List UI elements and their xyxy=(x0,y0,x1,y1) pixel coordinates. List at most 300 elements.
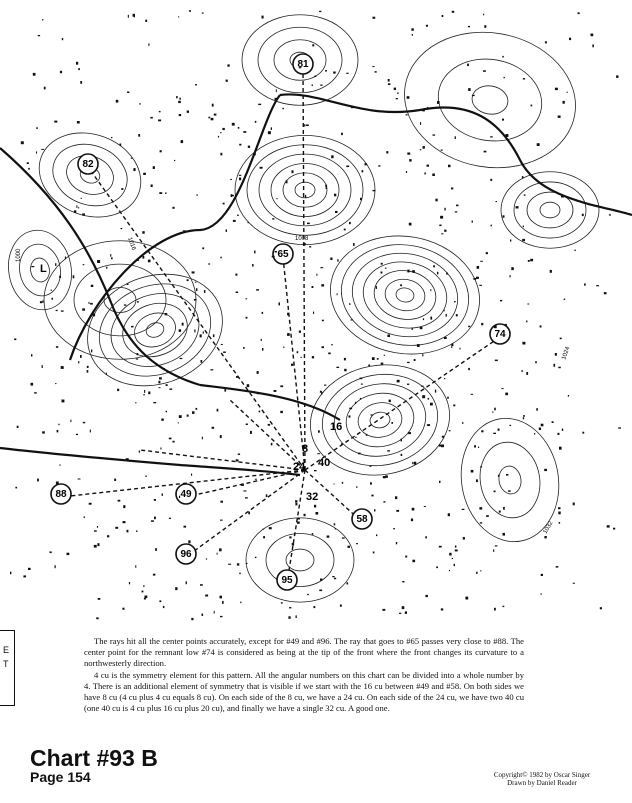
station-plot xyxy=(468,26,470,27)
station-plot xyxy=(522,176,524,179)
station-plot xyxy=(151,520,154,522)
station-plot xyxy=(248,512,250,515)
isobar xyxy=(501,172,599,248)
station-plot xyxy=(262,16,264,19)
station-plot xyxy=(226,468,229,470)
station-plot xyxy=(498,429,500,431)
station-plot xyxy=(135,565,136,568)
station-plot xyxy=(336,367,339,368)
station-plot xyxy=(223,352,226,353)
station-plot xyxy=(44,87,46,90)
station-plot xyxy=(200,584,203,586)
station-plot xyxy=(523,417,524,419)
station-plot xyxy=(34,392,37,393)
station-plot xyxy=(236,292,239,294)
station-plot xyxy=(222,128,224,130)
station-plot xyxy=(427,424,430,426)
station-plot xyxy=(455,550,458,552)
station-plot xyxy=(299,331,301,333)
station-plot xyxy=(412,34,413,36)
station-plot xyxy=(196,408,198,410)
angular-number-8: 8 xyxy=(302,443,309,455)
isobar xyxy=(355,399,404,440)
station-plot xyxy=(558,367,561,369)
station-plot xyxy=(297,351,299,353)
station-plot xyxy=(289,536,291,538)
side-tab xyxy=(0,630,15,706)
station-plot xyxy=(205,595,208,597)
station-plot xyxy=(530,259,533,262)
station-plot xyxy=(523,78,525,79)
station-plot xyxy=(153,574,156,576)
isobar xyxy=(44,241,196,360)
station-plot xyxy=(441,608,443,610)
station-plot xyxy=(493,433,496,434)
isobar xyxy=(247,145,363,235)
station-plot xyxy=(454,564,455,566)
station-plot xyxy=(166,411,167,413)
station-plot xyxy=(347,582,349,584)
station-plot xyxy=(371,495,373,497)
station-plot xyxy=(272,256,275,258)
front-line xyxy=(280,94,632,215)
station-plot xyxy=(351,319,353,320)
front-line xyxy=(0,448,300,475)
station-plot xyxy=(292,170,294,173)
isobar xyxy=(540,202,560,218)
station-plot xyxy=(477,266,480,269)
station-plot xyxy=(257,393,259,394)
station-plot xyxy=(476,277,479,279)
station-plot xyxy=(224,389,226,392)
station-plot xyxy=(127,530,129,533)
station-plot xyxy=(202,247,204,249)
station-plot xyxy=(505,393,508,396)
station-plot xyxy=(391,422,393,424)
station-plot xyxy=(480,522,482,523)
station-plot xyxy=(426,25,428,27)
station-plot xyxy=(129,582,130,584)
station-plot xyxy=(433,265,435,267)
station-plot xyxy=(169,438,172,440)
station-plot xyxy=(196,288,197,291)
station-plot xyxy=(76,205,77,208)
station-plot xyxy=(337,259,338,262)
station-plot xyxy=(386,151,388,153)
station-plot xyxy=(162,494,163,496)
station-plot xyxy=(574,250,576,251)
station-plot xyxy=(200,334,202,337)
station-plot xyxy=(456,314,458,316)
station-plot xyxy=(61,310,64,311)
station-plot xyxy=(414,462,416,465)
station-plot xyxy=(462,422,463,424)
station-plot xyxy=(142,591,144,593)
station-plot xyxy=(355,437,356,438)
station-plot xyxy=(87,366,89,368)
isobar xyxy=(358,255,452,334)
station-plot xyxy=(453,405,455,407)
station-plot xyxy=(41,149,44,150)
station-plot xyxy=(561,196,564,198)
station-plot xyxy=(389,400,391,403)
station-plot xyxy=(210,369,213,370)
station-plot xyxy=(178,101,181,103)
station-plot xyxy=(384,355,385,356)
station-plot xyxy=(333,72,336,74)
station-plot xyxy=(28,168,30,170)
station-plot xyxy=(62,400,65,403)
station-plot xyxy=(395,496,397,499)
station-plot xyxy=(23,575,26,577)
station-plot xyxy=(15,487,17,489)
station-plot xyxy=(356,486,357,488)
station-plot xyxy=(76,434,78,435)
isobar xyxy=(333,235,476,356)
center-label-88: 88 xyxy=(55,489,67,500)
station-plot xyxy=(159,111,161,112)
station-plot xyxy=(287,313,289,316)
station-plot xyxy=(98,598,101,600)
station-plot xyxy=(494,408,496,411)
station-plot xyxy=(94,545,97,548)
station-plot xyxy=(444,310,445,312)
station-plot xyxy=(503,215,505,217)
station-plot xyxy=(274,390,277,392)
station-plot xyxy=(563,101,565,104)
station-plot xyxy=(422,110,425,111)
station-plot xyxy=(573,583,575,584)
station-plot xyxy=(422,354,423,356)
station-plot xyxy=(59,276,61,278)
station-plot xyxy=(545,41,547,43)
station-plot xyxy=(252,264,254,267)
station-plot xyxy=(349,408,352,410)
station-plot xyxy=(312,356,314,358)
isobar xyxy=(115,295,195,366)
side-tab-letter-t: T xyxy=(3,659,9,669)
angular-number-40: 40 xyxy=(318,457,331,469)
station-plot xyxy=(271,443,273,446)
station-plot xyxy=(212,104,214,107)
center-label-96: 96 xyxy=(180,549,192,560)
page-number: Page 154 xyxy=(30,769,91,785)
station-plot xyxy=(370,466,372,467)
station-plot xyxy=(218,136,219,138)
station-plot xyxy=(349,303,350,305)
front-line xyxy=(200,385,340,420)
station-plot xyxy=(81,198,82,199)
station-plot xyxy=(233,220,236,222)
isobar xyxy=(474,437,546,522)
station-plot xyxy=(260,167,263,169)
station-plot xyxy=(334,523,336,525)
station-plot xyxy=(374,509,375,511)
station-plot xyxy=(297,518,300,520)
station-plot xyxy=(435,390,436,393)
station-plot xyxy=(330,258,332,261)
station-plot xyxy=(495,360,498,362)
station-plot xyxy=(220,132,221,133)
station-plot xyxy=(420,327,423,329)
station-plot xyxy=(503,606,505,607)
station-plot xyxy=(231,194,233,197)
station-plot xyxy=(381,363,384,365)
station-plot xyxy=(409,223,412,226)
station-plot xyxy=(378,165,380,166)
station-plot xyxy=(408,432,411,434)
isobar xyxy=(72,256,238,404)
station-plot xyxy=(526,372,528,375)
station-plot xyxy=(474,445,476,447)
station-plot xyxy=(220,435,222,438)
station-plot xyxy=(523,226,524,228)
station-plot xyxy=(276,198,277,199)
station-plot xyxy=(455,136,456,139)
station-plot xyxy=(372,66,374,67)
station-plot xyxy=(246,424,248,426)
station-plot xyxy=(36,151,37,153)
station-plot xyxy=(175,587,177,590)
isobar-label: 1024 xyxy=(561,346,572,361)
station-plot xyxy=(77,121,80,124)
station-plot xyxy=(82,308,85,310)
station-plot xyxy=(312,286,314,288)
station-plot xyxy=(313,312,314,314)
station-plot xyxy=(33,73,36,76)
station-plot xyxy=(217,409,219,412)
station-plot xyxy=(76,62,78,65)
station-plot xyxy=(97,260,100,263)
station-plot xyxy=(451,344,453,347)
station-plot xyxy=(121,188,123,190)
station-plot xyxy=(280,411,283,413)
station-plot xyxy=(439,481,441,483)
station-plot xyxy=(341,443,342,445)
station-plot xyxy=(236,459,239,461)
station-plot xyxy=(372,357,375,360)
station-plot xyxy=(325,185,327,188)
station-plot xyxy=(511,267,514,270)
center-label-81: 81 xyxy=(297,59,309,70)
station-plot xyxy=(328,353,331,355)
station-plot xyxy=(468,88,470,91)
station-plot xyxy=(442,15,444,17)
station-plot xyxy=(358,453,361,455)
station-plot xyxy=(31,383,34,386)
station-plot xyxy=(143,394,145,395)
station-plot xyxy=(479,285,482,286)
station-plot xyxy=(111,257,113,259)
station-plot xyxy=(243,490,246,491)
station-plot xyxy=(116,100,119,103)
copyright-line: Copyright© 1982 by Oscar Singer xyxy=(493,771,591,779)
isobar xyxy=(259,154,351,226)
station-plot xyxy=(448,513,450,516)
station-plot xyxy=(295,500,297,503)
station-plot xyxy=(150,117,153,119)
station-plot xyxy=(145,20,147,22)
station-plot xyxy=(564,299,566,300)
station-plot xyxy=(544,469,547,471)
station-plot xyxy=(275,98,278,100)
station-plot xyxy=(204,290,206,293)
station-plot xyxy=(208,263,210,264)
station-plot xyxy=(480,261,483,262)
station-plot xyxy=(90,303,93,305)
station-plot xyxy=(269,527,272,529)
station-plot xyxy=(510,425,512,426)
station-plot xyxy=(468,326,470,328)
station-plot xyxy=(528,260,530,262)
station-plot xyxy=(228,564,231,565)
station-plot xyxy=(554,364,556,367)
station-plot xyxy=(351,107,353,109)
station-plot xyxy=(320,391,322,393)
station-plot xyxy=(127,92,129,94)
isobar xyxy=(394,19,587,181)
station-plot xyxy=(449,553,451,556)
station-plot xyxy=(370,482,372,484)
station-plot xyxy=(189,10,191,12)
station-plot xyxy=(143,256,145,259)
station-plot xyxy=(377,358,379,360)
station-plot xyxy=(245,497,248,498)
station-plot xyxy=(136,358,138,359)
station-plot xyxy=(604,292,607,294)
station-plot xyxy=(133,168,135,171)
station-plot xyxy=(31,354,32,356)
station-plot xyxy=(412,270,415,273)
station-plot xyxy=(281,602,283,603)
isobar xyxy=(27,119,152,231)
station-plot xyxy=(268,424,270,426)
ray-lines xyxy=(61,67,500,583)
isobar-lines xyxy=(2,15,599,602)
center-label-95: 95 xyxy=(281,575,293,586)
station-plot xyxy=(169,518,171,519)
isobar xyxy=(342,388,418,452)
station-plot xyxy=(154,499,156,501)
station-plot xyxy=(258,104,261,105)
station-plot xyxy=(402,606,405,609)
station-plot xyxy=(296,615,297,618)
station-plot xyxy=(144,598,146,600)
station-plot xyxy=(505,324,507,326)
station-plot xyxy=(559,522,560,524)
caption-paragraph: 4 cu is the symmetry element for this pattern. All the angular numbers on this chart can be divided into a whole number by 4. There is an additional element of symmetry that is visible if we start with the 16 cu between #49 and #58. On both sides we have 8 cu (4 cu plus 4 cu equals 8 cu). On each side of the 8 cu, we have a 24 cu. On each side of the 24 cu, we have two 40 cu (one 40 cu is 4 cu plus 16 cu plus 20 cu), and finally we have a single 32 cu. A good one. xyxy=(84,669,524,714)
station-plot xyxy=(449,570,450,571)
station-plot xyxy=(483,70,486,72)
station-plot xyxy=(452,558,453,559)
station-plot xyxy=(412,508,415,511)
station-plot xyxy=(217,553,218,555)
station-plot xyxy=(232,123,235,126)
station-plot xyxy=(451,346,452,348)
station-plot xyxy=(370,414,373,415)
station-plot xyxy=(331,155,333,158)
station-plot xyxy=(397,93,399,94)
station-plot xyxy=(451,188,453,190)
station-plot xyxy=(155,548,157,551)
station-plot xyxy=(502,56,504,58)
station-plot xyxy=(131,326,134,328)
station-plot xyxy=(194,299,197,301)
station-plot xyxy=(456,205,459,207)
station-plot xyxy=(385,268,387,269)
station-plot xyxy=(400,284,402,286)
station-plot xyxy=(107,535,109,537)
station-plot xyxy=(406,114,408,115)
station-plot xyxy=(411,519,413,522)
station-plot xyxy=(80,81,82,84)
station-plot xyxy=(176,554,177,556)
station-plot xyxy=(297,522,300,524)
station-plot xyxy=(567,92,568,93)
station-plot xyxy=(534,433,535,435)
station-plot xyxy=(476,572,478,574)
station-plot xyxy=(503,533,506,536)
station-plot xyxy=(322,346,325,348)
station-plot xyxy=(417,344,420,347)
station-plot xyxy=(220,616,223,617)
isobar xyxy=(321,224,489,365)
station-plot xyxy=(423,318,424,320)
station-plot xyxy=(527,304,529,305)
station-plot xyxy=(573,503,575,506)
station-plot xyxy=(394,88,396,90)
station-plot xyxy=(427,107,428,109)
station-plot xyxy=(435,199,437,202)
station-plot xyxy=(159,192,162,194)
station-plot xyxy=(407,96,410,99)
station-plot xyxy=(127,284,129,285)
station-plot xyxy=(202,13,204,14)
station-plot xyxy=(399,613,401,614)
station-plot xyxy=(412,560,415,563)
station-plot xyxy=(120,144,122,146)
station-plot xyxy=(309,246,311,247)
station-plot xyxy=(139,451,140,453)
station-plot xyxy=(192,271,195,273)
station-plot xyxy=(305,195,306,198)
station-plot xyxy=(219,548,222,551)
station-plot xyxy=(288,616,290,619)
station-plot xyxy=(21,141,24,144)
station-plot xyxy=(230,179,232,180)
station-plot xyxy=(161,419,164,421)
ray-line xyxy=(287,470,305,583)
station-plot xyxy=(428,398,430,400)
station-plot xyxy=(613,528,615,530)
station-plot xyxy=(143,585,144,587)
station-plot xyxy=(465,597,468,600)
station-plot xyxy=(578,12,580,14)
station-plot xyxy=(412,462,413,464)
station-plot xyxy=(360,378,363,380)
station-plot xyxy=(584,283,586,285)
station-plot xyxy=(414,359,416,361)
station-plot xyxy=(325,70,327,71)
station-plot xyxy=(123,505,125,508)
station-plot xyxy=(304,124,305,126)
isobar xyxy=(246,518,354,602)
station-plot xyxy=(253,153,256,155)
station-plot xyxy=(307,223,310,225)
station-plot xyxy=(154,517,156,520)
station-plot xyxy=(128,15,129,18)
station-plot xyxy=(202,437,203,440)
